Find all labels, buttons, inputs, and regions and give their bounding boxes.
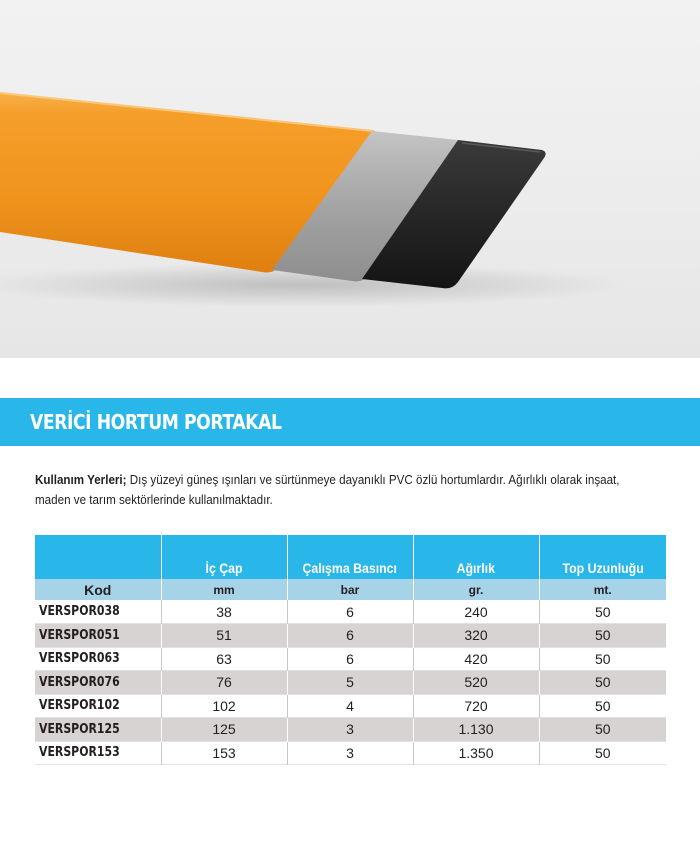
cell-basinc: 3 (287, 718, 413, 742)
cell-agirlik: 720 (413, 694, 539, 718)
cell-basinc: 6 (287, 647, 413, 671)
cell-uzunluk: 50 (594, 650, 611, 667)
header-calisma-basinci: Çalışma Basıncı (287, 535, 413, 579)
table-row (35, 671, 666, 695)
table-row (35, 624, 666, 648)
cell-agirlik: 320 (413, 624, 539, 648)
cell-basinc: 3 (287, 741, 413, 765)
cell-agirlik: 520 (413, 671, 539, 695)
table-row (35, 718, 666, 742)
cell-agirlik: 1.350 (413, 741, 539, 765)
spec-table (35, 535, 666, 765)
product-title: VERİCİ HORTUM PORTAKAL (30, 410, 282, 434)
header-blank (35, 535, 161, 579)
cell-uzunluk: 50 (594, 697, 611, 714)
cell-kod: VERSPOR153 (35, 741, 161, 765)
product-hero-image (0, 0, 700, 358)
cell-basinc: 4 (287, 694, 413, 718)
usage-label: Kullanım Yerleri; (35, 473, 127, 487)
table-row (35, 741, 666, 765)
cell-agirlik: 240 (413, 600, 539, 624)
usage-text: Dış yüzeyi güneş ışınları ve sürtünmeye dayanıklı PVC özlü hortumlardır. Ağırlıklı olarak inşaat, maden ve tarım sektörlerinde kullanılmaktadır. (35, 473, 620, 507)
table-row (35, 694, 666, 718)
cell-uzunluk: 50 (539, 718, 666, 742)
header-ic-cap: İç Çap (161, 535, 287, 579)
unit-gr: gr. (413, 579, 539, 600)
table-header-row (35, 535, 666, 579)
cell-uzunluk: 50 (539, 624, 666, 648)
cell-kod: VERSPOR125 (35, 718, 161, 742)
cell-ic-cap: 102 (161, 694, 287, 718)
cell-kod: VERSPOR063 (35, 647, 161, 671)
cell-basinc: 6 (287, 600, 413, 624)
cell-ic-cap: 153 (161, 741, 287, 765)
cell-uzunluk: 50 (594, 744, 611, 761)
cell-kod: VERSPOR038 (35, 600, 161, 624)
cell-agirlik: 420 (413, 647, 539, 671)
unit-bar: bar (287, 579, 413, 600)
cell-basinc: 6 (287, 624, 413, 648)
cell-agirlik: 1.130 (413, 718, 539, 742)
header-agirlik: Ağırlık (413, 535, 539, 579)
cell-ic-cap: 76 (161, 671, 287, 695)
table-unit-row (35, 579, 666, 600)
cell-kod: VERSPOR051 (35, 624, 161, 648)
table-row (35, 600, 666, 624)
unit-mt: mt. (539, 579, 666, 600)
hose-illustration (0, 0, 700, 358)
product-title-bar (0, 398, 700, 446)
cell-ic-cap: 125 (161, 718, 287, 742)
header-top-uzunlugu: Top Uzunluğu (539, 535, 666, 579)
cell-kod: VERSPOR102 (35, 694, 161, 718)
cell-ic-cap: 63 (161, 647, 287, 671)
cell-kod: VERSPOR076 (35, 671, 161, 695)
cell-ic-cap: 38 (161, 600, 287, 624)
header-kod: Kod (35, 579, 161, 600)
cell-uzunluk: 50 (594, 603, 611, 620)
cell-basinc: 5 (287, 671, 413, 695)
unit-mm: mm (161, 579, 287, 600)
usage-description (35, 470, 630, 510)
cell-ic-cap: 51 (161, 624, 287, 648)
table-row (35, 647, 666, 671)
cell-uzunluk: 50 (539, 671, 666, 695)
